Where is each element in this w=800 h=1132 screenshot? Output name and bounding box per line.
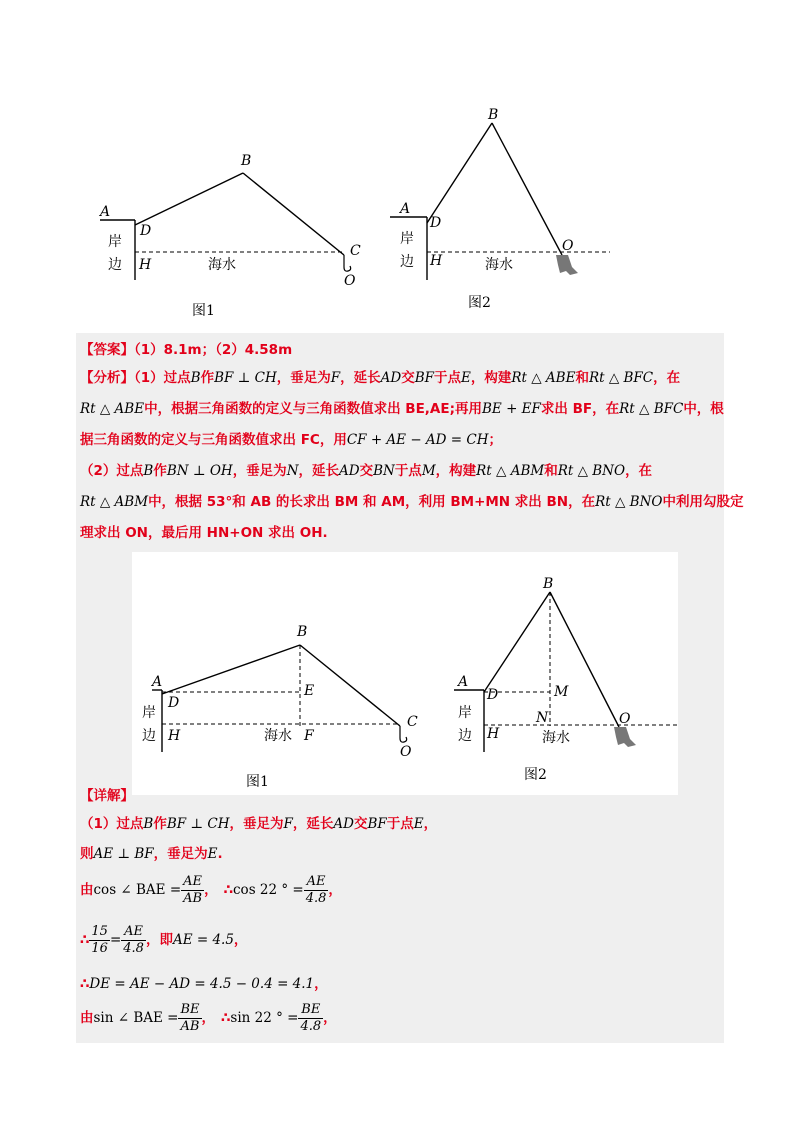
text: （2）过点 [80, 463, 144, 479]
answer-line [80, 340, 292, 360]
denominator: AB [183, 890, 203, 906]
math: B [190, 370, 201, 386]
detail-line-4 [80, 922, 247, 958]
detail-tag-line [80, 786, 134, 806]
text: ， [233, 932, 248, 948]
m2-label-A: A [458, 674, 469, 690]
math: AD [333, 816, 354, 832]
text: 交 [401, 370, 415, 386]
math: AE = 4.5 [172, 932, 234, 948]
math: Rt △ BNO [557, 463, 626, 479]
text: 作 [153, 463, 167, 479]
therefore-symbol: ∴ [80, 976, 90, 992]
text: 作 [200, 370, 215, 386]
t1-label-H: H [139, 257, 152, 273]
math: sin ∠ BAE = [93, 1010, 179, 1026]
m1-label-C: C [407, 714, 418, 730]
m2-label-M: M [554, 684, 569, 700]
analysis-tag: 【分析】 [80, 370, 134, 386]
text: 和 [575, 370, 589, 386]
detail-line-2 [80, 844, 223, 864]
text: 交 [359, 463, 374, 479]
numerator: BE [298, 1002, 323, 1019]
text: 理求出 ON，最后用 HN+ON 求出 OH. [80, 525, 328, 541]
analysis-line-5 [80, 492, 743, 512]
m2-label-O: O [619, 711, 631, 727]
m1-label-H: H [168, 728, 181, 744]
fraction [304, 874, 329, 907]
text: 由 [80, 1010, 94, 1026]
m2-caption: 图2 [524, 767, 547, 783]
math: cos ∠ BAE = [93, 882, 182, 898]
m1-shore-2: 边 [142, 728, 156, 744]
m2-fish-icon [614, 727, 636, 747]
m2-shore-1: 岸 [458, 705, 472, 721]
math: E [413, 816, 424, 832]
math: BF [414, 370, 434, 386]
m2-label-H: H [487, 726, 500, 742]
denominator: 4.8 [123, 940, 144, 956]
t2-shore-2: 边 [400, 254, 414, 270]
text: ，垂足为 [229, 816, 284, 832]
m1-label-D: D [168, 695, 180, 711]
text: ， [201, 1010, 216, 1026]
math: BF ⊥ CH [166, 816, 230, 832]
answer-text: （1）8.1m；（2）4.58m [134, 342, 293, 358]
m1-label-A: A [152, 674, 163, 690]
text: ， [314, 976, 328, 992]
fraction [298, 1002, 323, 1035]
mid-figure [132, 552, 678, 795]
text: 于点 [394, 463, 422, 479]
numerator: BE [180, 1001, 200, 1017]
denominator: AB [180, 1018, 200, 1034]
math: Rt △ ABM [476, 463, 545, 479]
t1-sea: 海水 [208, 257, 236, 273]
math: BF [367, 816, 387, 832]
text: ，构建 [470, 370, 512, 386]
math: BN ⊥ OH [166, 463, 233, 479]
m1-sea: 海水 [264, 728, 292, 744]
math: = [109, 932, 122, 948]
analysis-line-4 [80, 461, 652, 481]
math: N [286, 463, 299, 479]
text: （1）过点 [134, 370, 191, 386]
m1-label-O: O [400, 744, 412, 760]
fraction [89, 924, 110, 957]
answer-tag: 【答案】 [80, 342, 134, 358]
analysis-line-1 [80, 368, 680, 388]
math: Rt △ ABM [80, 494, 149, 510]
text: 中，根 [683, 401, 724, 417]
fraction [181, 874, 204, 907]
text: ， [423, 816, 438, 832]
t2-label-O: O [562, 238, 574, 254]
text: ，构建 [435, 463, 477, 479]
m2-label-N: N [536, 710, 549, 726]
text: ，在 [625, 463, 653, 479]
t2-label-A: A [400, 201, 411, 217]
math: AD [380, 370, 402, 386]
text: ； [488, 432, 503, 448]
math: B [143, 816, 154, 832]
text: 则 [80, 846, 94, 862]
text: 由 [80, 882, 94, 898]
text: 中利用勾股定 [662, 494, 744, 510]
text: ， [323, 1010, 337, 1026]
text: . [217, 846, 223, 862]
therefore-symbol: ∴ [223, 882, 233, 898]
t2-sea: 海水 [485, 257, 513, 273]
fraction [178, 1002, 201, 1035]
t2-label-B: B [488, 107, 499, 123]
t2-label-H: H [430, 253, 443, 269]
text: ， [328, 882, 342, 898]
math: sin 22 ° = [230, 1010, 299, 1026]
math: AE ⊥ BF [93, 846, 154, 862]
math: M [421, 463, 436, 479]
math: DE = AE − AD = 4.5 − 0.4 = 4.1 [89, 976, 315, 992]
text: 交 [353, 816, 368, 832]
denominator: 4.8 [300, 1018, 322, 1034]
text: ，垂足为 [232, 463, 287, 479]
math: B [143, 463, 154, 479]
therefore-symbol: ∴ [80, 932, 90, 948]
t1-shore-2: 边 [108, 257, 122, 273]
denominator: 16 [91, 940, 108, 956]
text: 求出 BF，在 [540, 401, 620, 417]
fraction [121, 924, 146, 957]
text: ，延长 [292, 816, 334, 832]
detail-line-6 [80, 1000, 337, 1036]
math: BN [373, 463, 395, 479]
m2-shore-2: 边 [458, 728, 472, 744]
therefore-symbol: ∴ [221, 1010, 231, 1026]
t2-shore-1: 岸 [400, 231, 414, 247]
t2-fish-icon [556, 255, 578, 275]
math: F [283, 816, 293, 832]
text: 于点 [434, 370, 461, 386]
math: Rt △ BNO [595, 494, 663, 510]
m1-label-B: B [297, 624, 308, 640]
text: 和 [544, 463, 558, 479]
text: 于点 [386, 816, 414, 832]
text: ，垂足为 [153, 846, 208, 862]
numerator: AE [181, 874, 204, 891]
detail-line-5 [80, 974, 328, 994]
text: 中，根据 53°和 AB 的长求出 BM 和 AM，利用 BM+MN 求出 BN，在 [148, 494, 596, 510]
m1-shore-1: 岸 [142, 705, 156, 721]
math: CF + AE − AD = CH [346, 432, 489, 448]
t1-label-D: D [140, 223, 152, 239]
math: Rt △ ABE [511, 370, 576, 386]
t1-label-C: C [350, 243, 361, 259]
text: 据三角函数的定义与三角函数值求出 FC，用 [80, 432, 347, 448]
t1-label-A: A [100, 204, 111, 220]
detail-line-1 [80, 814, 437, 834]
t2-caption: 图2 [468, 295, 491, 311]
math: F [330, 370, 341, 386]
t1-shore-1: 岸 [108, 234, 122, 250]
analysis-line-6 [80, 523, 328, 543]
math: Rt △ BFC [619, 401, 684, 417]
text: （1）过点 [80, 816, 144, 832]
top-figure [80, 95, 720, 335]
m2-label-D: D [487, 687, 499, 703]
math: E [207, 846, 218, 862]
text: 作 [153, 816, 167, 832]
t1-label-O: O [344, 273, 356, 289]
detail-line-3 [80, 872, 342, 908]
math: BF ⊥ CH [214, 370, 277, 386]
t1-label-B: B [241, 153, 252, 169]
numerator: AE [304, 874, 329, 891]
m1-label-E: E [304, 683, 315, 699]
math: BE + EF [482, 401, 541, 417]
text: 中，根据三角函数的定义与三角函数值求出 BE,AE;再用 [144, 401, 483, 417]
text: ，即 [145, 932, 173, 948]
m2-label-B: B [543, 576, 554, 592]
analysis-line-3 [80, 430, 502, 450]
text: ，垂足为 [276, 370, 331, 386]
m1-caption: 图1 [246, 774, 269, 790]
numerator: 15 [91, 923, 108, 939]
text: ，延长 [340, 370, 381, 386]
m1-label-F: F [304, 728, 314, 744]
analysis-line-2 [80, 399, 724, 419]
math: AD [339, 463, 360, 479]
text: ，延长 [298, 463, 339, 479]
math: Rt △ BFC [588, 370, 654, 386]
math: Rt △ ABE [80, 401, 145, 417]
text: ， [204, 882, 218, 898]
m2-sea: 海水 [542, 730, 570, 746]
math: E [461, 370, 471, 386]
numerator: AE [121, 924, 146, 941]
text: ，在 [653, 370, 681, 386]
detail-tag: 【详解】 [80, 788, 134, 804]
denominator: 4.8 [305, 890, 327, 906]
t2-label-D: D [430, 215, 442, 231]
math: cos 22 ° = [233, 882, 304, 898]
t1-caption: 图1 [192, 303, 215, 319]
